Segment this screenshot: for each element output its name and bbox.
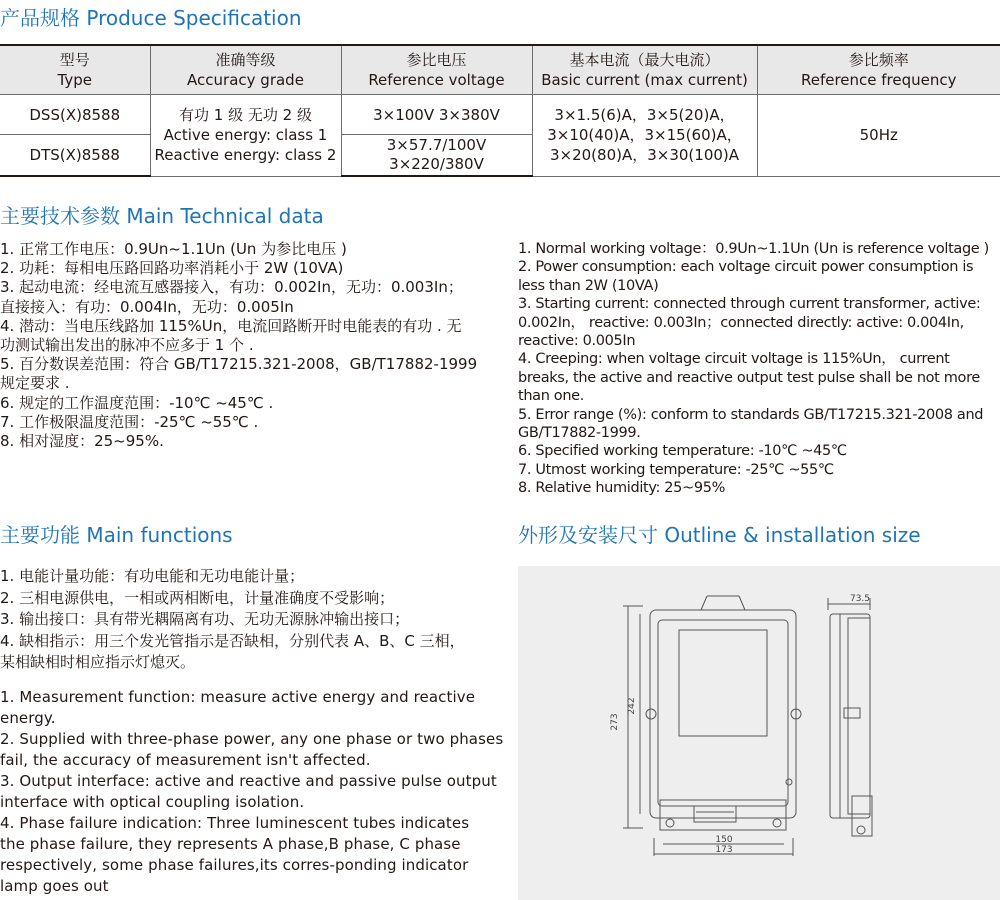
header-frequency: 参比频率 Reference frequency [757,45,1000,95]
list-item: 某相缺相时相应指示灯熄灭。 [0,653,196,671]
voltage-cell: 3×100V 3×380V [341,95,532,135]
list-item: 2. 功耗：每相电压路回路功率消耗小于 2W (10VA) [0,259,344,278]
table-row [0,95,1000,135]
meter-outline-svg [518,566,1000,900]
technical-list-en [518,240,1000,498]
technical-list-cn [0,240,505,451]
list-item: lamp goes out [0,877,109,895]
header-accuracy: 准确等级 Accuracy grade [150,45,341,95]
frequency-cell: 50Hz [757,95,1000,177]
list-item: 规定要求 . [0,374,70,393]
front-view-cover [658,620,788,806]
accuracy-cell: 有功 1 级 无功 2 级 Active energy: class 1 Reactive energy: class 2 [150,95,341,177]
type-cell: DSS(X)8588 [0,95,150,135]
list-item: energy. [0,709,56,727]
list-item: 4. 潜动：当电压线路加 115%Un，电流回路断开时电能表的有功 . 无 [0,316,462,335]
list-item: 2. Supplied with three-phase power, any one phase or two phases [0,730,504,748]
functions-list-en [0,687,505,897]
list-item: 4. 缺相指示：用三个发光管指示是否缺相，分别代表 A、B、C 三相， [0,631,465,650]
table-header-row [0,45,1000,95]
front-view-window [679,630,767,736]
list-item: 5. 百分数误差范围：符合 GB/T17215.321-2008，GB/T17882-1999 [0,355,478,374]
list-item: 0.002In， reactive: 0.003In；connected directly: active: 0.004In, [518,314,964,331]
type-cell: DTS(X)8588 [0,135,150,177]
list-item: 1. Measurement function: measure active energy and reactive [0,688,476,706]
functions-heading: 主要功能 Main functions [0,523,233,547]
list-item: less than 2W (10VA) [518,277,659,294]
list-item: 1. 正常工作电压：0.9Un~1.1Un (Un 为参比电压 ) [0,240,347,258]
dim-width-total: 173 [715,845,733,855]
list-item: the phase failure, they represents A phase,B phase, C phase [0,835,461,853]
front-view-body [650,610,796,818]
header-voltage: 参比电压 Reference voltage [341,45,532,95]
spec-table [0,44,1000,177]
list-item: 8. Relative humidity: 25~95% [518,480,726,497]
terminal-block [660,800,786,830]
list-item: 直接接入：有功：0.004In，无功：0.005In [0,297,294,316]
list-item: 1. 电能计量功能：有功电能和无功电能计量； [0,567,305,585]
dim-width-inner: 150 [715,835,733,845]
list-item: 2. 三相电源供电，一相或两相断电，计量准确度不受影响； [0,588,395,607]
technical-heading: 主要技术参数 Main Technical data [0,204,324,228]
list-item: fail, the accuracy of measurement isn't affected. [0,751,371,769]
header-type: 型号 Type [0,45,150,95]
list-item: 3. 输出接口：具有带光耦隔离有功、无功无源脉冲输出接口； [0,610,410,628]
side-view-body [830,614,870,818]
voltage-cell: 3×57.7/100V 3×220/380V [341,135,532,177]
dim-height-total: 273 [610,713,620,731]
list-item: interface with optical coupling isolation. [0,793,305,811]
current-cell: 3×1.5(6)A，3×5(20)A， 3×10(40)A，3×15(60)A， 3×20(80)A，3×30(100)A [532,95,757,177]
list-item: 1. Normal working voltage：0.9Un~1.1Un (Un is reference voltage ) [518,241,989,257]
list-item: 6. Specified working temperature: -10℃ ~45℃ [518,443,847,460]
list-item: 7. 工作极限温度范围：-25℃ ~55℃ . [0,412,259,431]
left-mount-ear [646,709,656,719]
list-item: reactive: 0.005In [518,333,636,350]
side-view-hook [844,708,860,718]
header-current: 基本电流（最大电流） Basic current (max current) [532,45,757,95]
list-item: GB/T17882-1999. [518,425,641,442]
list-item: 3. 起动电流：经电流互感器接入，有功：0.002In，无功：0.003In； [0,278,463,297]
outline-drawing [518,566,1000,900]
list-item: 3. Starting current: connected through current transformer, active: [518,296,981,313]
side-view-terminal [852,796,872,836]
list-item: 功测试输出发出的脉冲不应多于 1 个 . [0,336,254,355]
list-item: 7. Utmost working temperature: -25℃ ~55℃ [518,461,834,478]
list-item: 3. Output interface: active and reactive and passive pulse output [0,772,497,790]
list-item: 8. 相对湿度：25~95%. [0,432,164,451]
terminal-label-plate [694,806,736,822]
spec-heading: 产品规格 Produce Specification [0,6,302,30]
list-item: 4. Creeping: when voltage circuit voltage is 115%Un， current [518,351,950,368]
list-item: than one. [518,388,585,405]
list-item: breaks, the active and reactive output test pulse shall be not more [518,369,980,386]
list-item: 5. Error range (%): conform to standards GB/T17215.321-2008 and [518,406,984,423]
list-item: 4. Phase failure indication: Three luminescent tubes indicates [0,814,470,832]
functions-list-cn [0,566,505,674]
dim-height-inner: 242 [627,697,637,715]
list-item: respectively, some phase failures,its corres-ponding indicator [0,856,469,874]
dim-depth: 73.5 [849,594,871,604]
list-item: 2. Power consumption: each voltage circuit power consumption is [518,259,974,276]
outline-heading: 外形及安装尺寸 Outline & installation size [518,523,921,547]
list-item: 6. 规定的工作温度范围：-10℃ ~45℃ . [0,393,274,412]
